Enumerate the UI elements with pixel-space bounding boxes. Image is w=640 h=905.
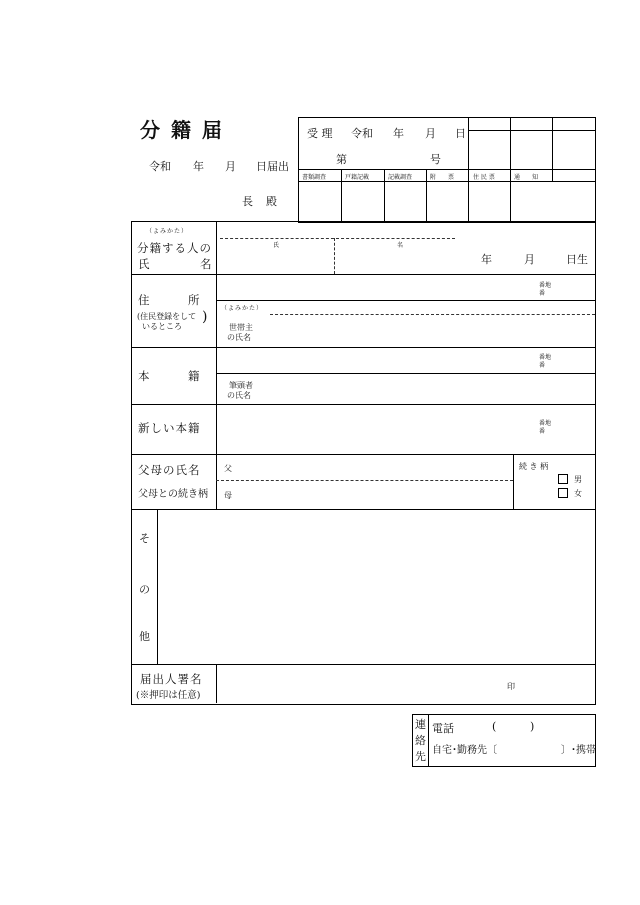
honseki-head-label-2: の氏名 bbox=[227, 391, 251, 400]
other-label-3: 他 bbox=[139, 630, 150, 643]
head-label-1: 世帯主 bbox=[229, 323, 253, 332]
phone-paren-open: ( bbox=[492, 720, 497, 733]
contact-label-1: 連 bbox=[415, 718, 426, 731]
address-label: 住 所 bbox=[138, 293, 201, 307]
new-honseki-banchi-1: 番地 bbox=[539, 420, 552, 427]
birth-month-label: 月 bbox=[524, 253, 535, 266]
office-no-suffix: 号 bbox=[430, 153, 441, 166]
submit-month-input[interactable] bbox=[205, 157, 227, 171]
name-label-2a: 氏 bbox=[138, 257, 151, 271]
head-furigana-label: （よみかた） bbox=[221, 305, 264, 312]
head-name-input[interactable] bbox=[270, 320, 524, 340]
office-col-6: 通 知 bbox=[514, 174, 539, 181]
phone-area-input[interactable] bbox=[458, 719, 497, 733]
addressee-input[interactable] bbox=[150, 192, 239, 206]
mother-name-input[interactable] bbox=[238, 485, 502, 503]
name-label-1: 分籍する人の bbox=[137, 241, 212, 255]
office-no-prefix: 第 bbox=[336, 153, 347, 166]
other-label-1: そ bbox=[139, 532, 150, 545]
phone-mid-input[interactable] bbox=[500, 719, 535, 733]
addressee-chief: 長 bbox=[242, 195, 253, 208]
head-label-2: の氏名 bbox=[227, 333, 251, 342]
female-checkbox[interactable] bbox=[558, 488, 568, 498]
given-furigana-input[interactable] bbox=[338, 226, 457, 237]
other-label-2: の bbox=[139, 583, 150, 596]
male-checkbox[interactable] bbox=[558, 474, 568, 484]
honseki-banchi-2: 番 bbox=[539, 362, 546, 369]
office-col-2: 戸籍記載 bbox=[345, 174, 370, 181]
honseki-banchi-1: 番地 bbox=[539, 354, 552, 361]
name-furigana-label: （よみかた） bbox=[146, 228, 189, 235]
phone-places-label: 自宅･勤務先〔 bbox=[432, 745, 497, 756]
submit-year-input[interactable] bbox=[172, 157, 194, 171]
form-title: 分 籍 届 bbox=[140, 118, 224, 142]
date-era: 令和 bbox=[149, 160, 171, 173]
new-honseki-label: 新しい本籍 bbox=[138, 421, 201, 435]
relation-label: 続 き 柄 bbox=[519, 462, 549, 471]
address-note-2: いるところ bbox=[142, 322, 182, 331]
addressee-honorific: 殿 bbox=[266, 195, 277, 208]
new-honseki-banchi-2: 番 bbox=[539, 428, 546, 435]
honseki-head-input[interactable] bbox=[270, 380, 524, 398]
address-input[interactable] bbox=[220, 280, 524, 296]
name-given-sub: 名 bbox=[397, 242, 404, 249]
new-honseki-input[interactable] bbox=[220, 418, 524, 436]
honseki-input[interactable] bbox=[220, 352, 524, 368]
phone-number-input[interactable] bbox=[538, 719, 594, 733]
office-era: 令和 bbox=[351, 127, 373, 140]
signature-label-1: 届出人署名 bbox=[140, 672, 203, 686]
father-label: 父 bbox=[224, 464, 232, 473]
office-col-5: 住 民 票 bbox=[473, 174, 495, 181]
honseki-head-label-1: 筆頭者 bbox=[229, 381, 253, 390]
office-receipt: 受 理 bbox=[307, 127, 333, 140]
phone-label: 電話 bbox=[432, 722, 454, 735]
office-day: 日 bbox=[455, 127, 466, 140]
office-col-1: 書類調査 bbox=[302, 174, 327, 181]
date-year-label: 年 bbox=[193, 160, 204, 173]
birth-day-label: 日生 bbox=[566, 253, 588, 266]
seal-mark: 印 bbox=[507, 682, 515, 691]
phone-mobile-label: 〕･携帯 bbox=[561, 745, 596, 756]
given-name-input[interactable] bbox=[338, 250, 457, 268]
head-furigana-input[interactable] bbox=[272, 302, 476, 313]
father-name-input[interactable] bbox=[238, 459, 502, 477]
mother-label: 母 bbox=[224, 491, 232, 500]
male-label: 男 bbox=[574, 475, 582, 484]
date-submit-label: 日届出 bbox=[256, 160, 289, 173]
honseki-label: 本 籍 bbox=[138, 369, 201, 383]
parents-label-1: 父母の氏名 bbox=[138, 463, 201, 477]
address-banchi-2: 番 bbox=[539, 290, 546, 297]
name-family-sub: 氏 bbox=[273, 242, 280, 249]
family-furigana-input[interactable] bbox=[222, 226, 334, 237]
date-month-label: 月 bbox=[225, 160, 236, 173]
address-banchi-1: 番地 bbox=[539, 282, 552, 289]
birth-year-label: 年 bbox=[481, 253, 492, 266]
address-note-1: (住民登録をして bbox=[137, 312, 197, 321]
signature-input[interactable] bbox=[222, 673, 496, 693]
parents-label-2: 父母との続き柄 bbox=[138, 489, 208, 500]
submit-day-input[interactable] bbox=[236, 157, 258, 171]
signature-label-2: (※押印は任意) bbox=[136, 690, 201, 701]
family-name-input[interactable] bbox=[222, 250, 334, 268]
office-col-4: 附 票 bbox=[430, 174, 455, 181]
office-month: 月 bbox=[425, 127, 436, 140]
female-label: 女 bbox=[574, 489, 582, 498]
other-textarea[interactable] bbox=[162, 513, 594, 663]
office-year: 年 bbox=[393, 127, 404, 140]
phone-paren-close: ) bbox=[530, 720, 535, 733]
office-col-3: 記載調査 bbox=[388, 174, 413, 181]
contact-label-2: 絡 bbox=[415, 734, 426, 747]
contact-label-3: 先 bbox=[415, 750, 426, 763]
name-label-2b: 名 bbox=[200, 257, 213, 271]
